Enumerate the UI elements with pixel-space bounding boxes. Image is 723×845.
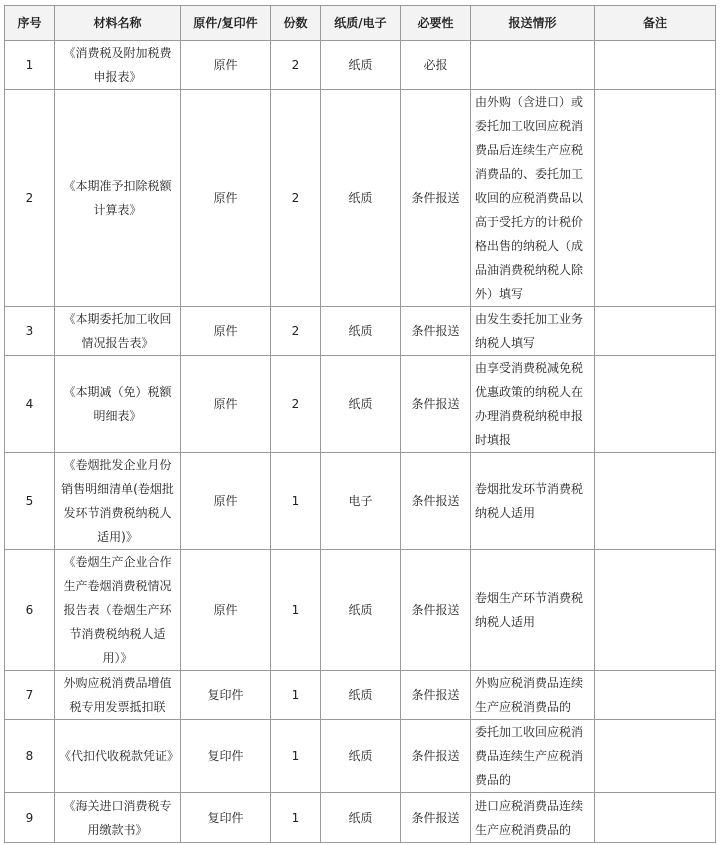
cell-situation: 卷烟批发环节消费税纳税人适用	[471, 453, 595, 550]
header-medium: 纸质/电子	[321, 6, 401, 41]
cell-situation: 外购应税消费品连续生产应税消费品的	[471, 671, 595, 720]
cell-copies: 1	[271, 550, 321, 671]
cell-remark	[595, 550, 716, 671]
cell-remark	[595, 41, 716, 90]
cell-no: 8	[5, 720, 55, 793]
cell-medium: 纸质	[321, 720, 401, 793]
cell-original-copy: 原件	[181, 550, 271, 671]
cell-copies: 1	[271, 453, 321, 550]
cell-remark	[595, 356, 716, 453]
cell-original-copy: 复印件	[181, 793, 271, 843]
cell-situation: 卷烟生产环节消费税纳税人适用	[471, 550, 595, 671]
header-no: 序号	[5, 6, 55, 41]
cell-original-copy: 原件	[181, 307, 271, 356]
cell-no: 9	[5, 793, 55, 843]
cell-no: 1	[5, 41, 55, 90]
cell-necessity: 条件报送	[401, 793, 471, 843]
cell-remark	[595, 90, 716, 307]
header-remark: 备注	[595, 6, 716, 41]
header-type: 原件/复印件	[181, 6, 271, 41]
cell-medium: 纸质	[321, 41, 401, 90]
cell-original-copy: 复印件	[181, 720, 271, 793]
cell-medium: 电子	[321, 453, 401, 550]
cell-original-copy: 原件	[181, 90, 271, 307]
cell-remark	[595, 720, 716, 793]
header-row	[5, 6, 716, 41]
table-row	[5, 671, 716, 720]
cell-medium: 纸质	[321, 793, 401, 843]
table-row	[5, 90, 716, 307]
cell-original-copy: 原件	[181, 41, 271, 90]
cell-no: 7	[5, 671, 55, 720]
cell-no: 6	[5, 550, 55, 671]
cell-remark	[595, 671, 716, 720]
header-copies: 份数	[271, 6, 321, 41]
cell-copies: 2	[271, 90, 321, 307]
cell-situation: 委托加工收回应税消费品连续生产应税消费品的	[471, 720, 595, 793]
table-row	[5, 41, 716, 90]
cell-no: 2	[5, 90, 55, 307]
cell-situation	[471, 41, 595, 90]
table-row	[5, 307, 716, 356]
cell-necessity: 条件报送	[401, 720, 471, 793]
cell-material-name: 《本期准予扣除税额计算表》	[55, 90, 181, 307]
cell-medium: 纸质	[321, 550, 401, 671]
cell-necessity: 条件报送	[401, 453, 471, 550]
cell-necessity: 条件报送	[401, 90, 471, 307]
cell-original-copy: 原件	[181, 356, 271, 453]
header-name: 材料名称	[55, 6, 181, 41]
cell-remark	[595, 307, 716, 356]
cell-copies: 2	[271, 307, 321, 356]
cell-no: 5	[5, 453, 55, 550]
cell-no: 3	[5, 307, 55, 356]
cell-copies: 1	[271, 793, 321, 843]
cell-material-name: 《代扣代收税款凭证》	[55, 720, 181, 793]
cell-no: 4	[5, 356, 55, 453]
cell-material-name: 《消费税及附加税费申报表》	[55, 41, 181, 90]
cell-necessity: 条件报送	[401, 671, 471, 720]
cell-necessity: 条件报送	[401, 307, 471, 356]
table-row	[5, 550, 716, 671]
cell-original-copy: 复印件	[181, 671, 271, 720]
cell-medium: 纸质	[321, 90, 401, 307]
cell-material-name: 《卷烟生产企业合作生产卷烟消费税情况报告表（卷烟生产环节消费税纳税人适用）》	[55, 550, 181, 671]
cell-medium: 纸质	[321, 356, 401, 453]
cell-copies: 1	[271, 671, 321, 720]
cell-situation: 由外购（含进口）或委托加工收回应税消费品后连续生产应税消费品的、委托加工收回的应税消费品以高于受托方的计税价格出售的纳税人（成品油消费税纳税人除外）填写	[471, 90, 595, 307]
cell-copies: 2	[271, 356, 321, 453]
cell-necessity: 条件报送	[401, 550, 471, 671]
table-row	[5, 793, 716, 843]
cell-necessity: 条件报送	[401, 356, 471, 453]
cell-material-name: 《本期委托加工收回情况报告表》	[55, 307, 181, 356]
cell-situation: 由享受消费税减免税优惠政策的纳税人在办理消费税纳税申报时填报	[471, 356, 595, 453]
cell-situation: 由发生委托加工业务纳税人填写	[471, 307, 595, 356]
cell-material-name: 《海关进口消费税专用缴款书》	[55, 793, 181, 843]
cell-material-name: 《卷烟批发企业月份销售明细清单(卷烟批发环节消费税纳税人适用)》	[55, 453, 181, 550]
document-area	[4, 5, 716, 843]
cell-remark	[595, 793, 716, 843]
cell-necessity: 必报	[401, 41, 471, 90]
cell-copies: 1	[271, 720, 321, 793]
cell-material-name: 外购应税消费品增值税专用发票抵扣联	[55, 671, 181, 720]
cell-original-copy: 原件	[181, 453, 271, 550]
table-row	[5, 453, 716, 550]
cell-material-name: 《本期减（免）税额明细表》	[55, 356, 181, 453]
table-row	[5, 356, 716, 453]
materials-table	[4, 5, 716, 843]
header-necessity: 必要性	[401, 6, 471, 41]
cell-situation: 进口应税消费品连续生产应税消费品的	[471, 793, 595, 843]
header-situation: 报送情形	[471, 6, 595, 41]
cell-medium: 纸质	[321, 307, 401, 356]
cell-remark	[595, 453, 716, 550]
table-row	[5, 720, 716, 793]
cell-medium: 纸质	[321, 671, 401, 720]
cell-copies: 2	[271, 41, 321, 90]
